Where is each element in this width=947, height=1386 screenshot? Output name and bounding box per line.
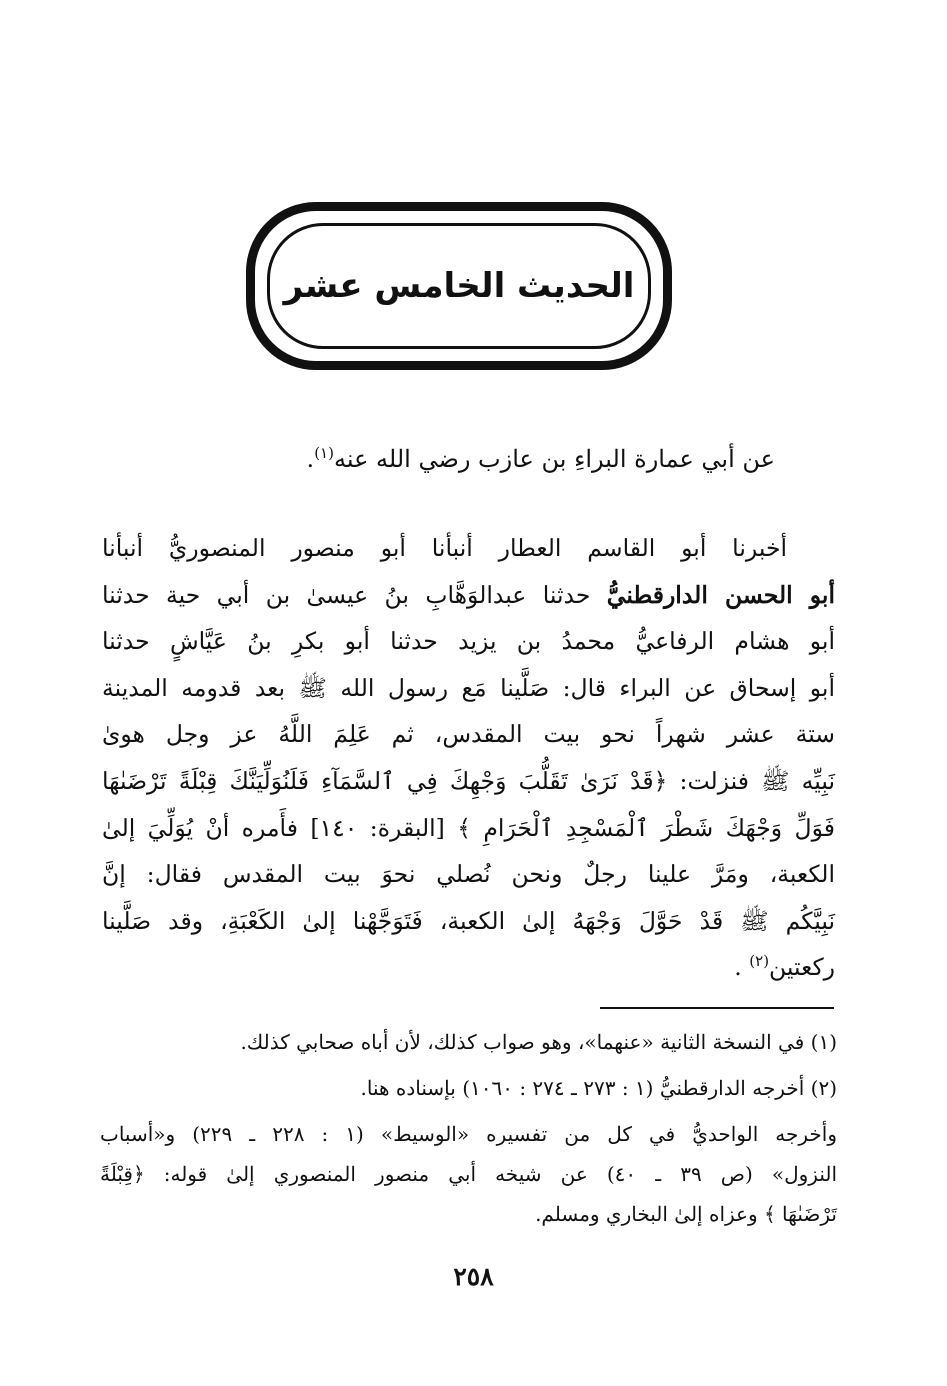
- body-line-1: أخبرنا أبو القاسم العطار أنبأنا أبو منصور المنصوريُّ أنبأنا: [102, 534, 787, 562]
- body-line-2-text: حدثنا عبدالوَهَّابِ بنُ عيسىٰ بن أبي حية حدثنا: [102, 580, 591, 609]
- body-line-5: ستة عشر شهراً نحو بيت المقدس، ثم عَلِمَ اللَّهُ عز وجل هوىٰ: [102, 720, 835, 749]
- footnote-ref-1: (١): [314, 444, 334, 462]
- footnote-divider: [600, 1007, 834, 1009]
- body-line-10-end: .: [734, 953, 742, 982]
- chapter-title-frame: [246, 202, 672, 370]
- body-line-10: [102, 944, 835, 991]
- footnote-2-cont-1: وأخرجه الواحديُّ في كل من تفسيره «الوسيط» (١ : ٢٢٨ ـ ٢٢٩) و«أسباب: [100, 1122, 838, 1146]
- intro-line: [307, 445, 775, 473]
- footnote-2-cont-3: تَرْضَىٰهَا ﴾ وعزاه إلىٰ البخاري ومسلم.: [535, 1202, 837, 1226]
- footnote-2: (٢) أخرجه الدارقطنيُّ (١ : ٢٧٣ ـ ٢٧٤ : ١٠٦٠) بإسناده هنا.: [360, 1076, 837, 1100]
- body-line-3: أبو هشام الرفاعيُّ محمدُ بن يزيد حدثنا أبو بكرِ بنُ عَيَّاشٍ حدثنا: [102, 627, 835, 656]
- body-line-9: نَبِيَّكُم ﷺ قَدْ حَوَّلَ وَجْهَهُ إلىٰ الكعبة، فَتَوَجَّهْنا إلىٰ الكَعْبَةِ، وقد صَلَّينا: [102, 906, 835, 935]
- body-line-8: الكعبة، ومَرَّ علينا رجلٌ ونحن نُصلي نحوَ بيت المقدس فقال: إنَّ: [102, 860, 835, 889]
- footnotes: [100, 1022, 837, 1234]
- chapter-title: الحديث الخامس عشر: [283, 266, 635, 306]
- intro-end: .: [306, 445, 315, 473]
- body-line-2: [102, 572, 835, 619]
- body-line-7: فَوَلِّ وَجْهَكَ شَطْرَ ٱلْمَسْجِدِ ٱلْحَرَامِ ﴾ [البقرة: ١٤٠] فأَمره أنْ يُوَلِّيَ إلىٰ: [102, 813, 835, 842]
- footnote-ref-2: (٢): [749, 952, 770, 971]
- body-line-4: أبو إسحاق عن البراء قال: صَلَّينا مَع رسول الله ﷺ بعد قدومه المدينة: [102, 673, 835, 702]
- footnote-1: (١) في النسخة الثانية «عنهما»، وهو صواب كذلك، لأن أباه صحابي كذلك.: [240, 1030, 837, 1054]
- hadith-body: [102, 525, 835, 991]
- page-number: ٢٥٨: [453, 1262, 494, 1291]
- narrator-name: أبو الحسن الدارقطنيُّ: [606, 580, 835, 609]
- footnote-2-cont-2: النزول» (ص ٣٩ ـ ٤٠) عن شيخه أبي منصور المنصوري إلىٰ قوله: ﴿قِبْلَةً: [100, 1162, 837, 1186]
- intro-text: عن أبي عمارة البراءِ بن عازب رضي الله عنه: [333, 445, 775, 473]
- body-line-6: نَبِيِّه ﷺ فنزلت: ﴿قَدْ نَرَىٰ تَقَلُّبَ وَجْهِكَ فِي ٱلسَّمَآءِ فَلَنُوَلِّيَنَّكَ قِبْلَةً تَرْضَىٰهَا: [102, 766, 835, 795]
- body-line-10-text: ركعتين: [769, 953, 835, 982]
